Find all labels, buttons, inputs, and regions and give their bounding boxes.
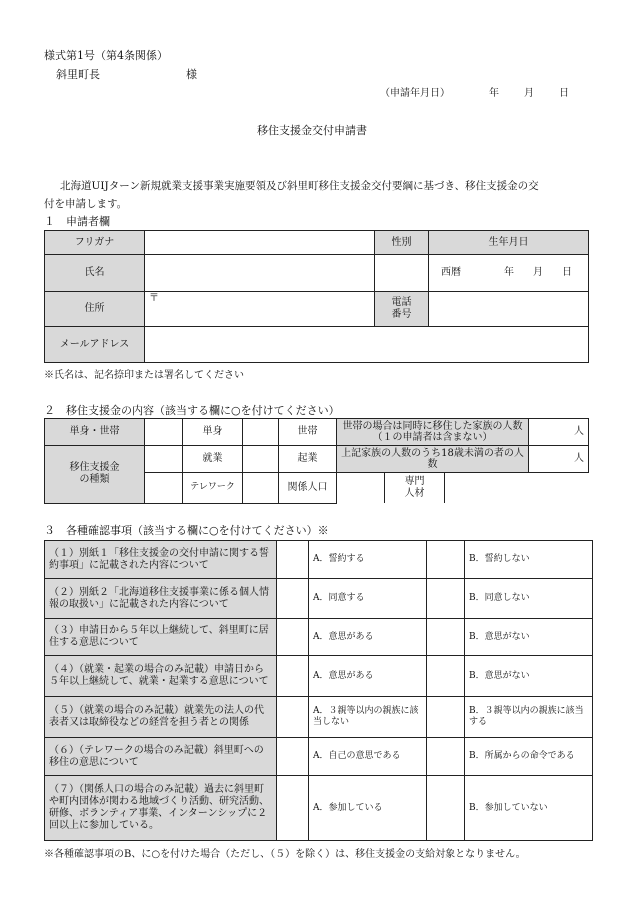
specialist-check[interactable] bbox=[337, 473, 385, 503]
specialist-line1: 専門 bbox=[404, 476, 425, 487]
startup-check[interactable] bbox=[243, 446, 279, 473]
confirm-item-7: （７）（関係人口の場合のみ記載）過去に斜里町や町内団体が関わる地域づくり活動、研究活動、研修、ボランティア事業、インターンシップに２回以上に参加している。 bbox=[45, 776, 277, 841]
confirm-3b-label: B．意思がない bbox=[465, 619, 593, 656]
confirm-1b-label: B．誓約しない bbox=[465, 541, 593, 579]
under18-unit: 人 bbox=[574, 453, 584, 464]
confirm-4a-check[interactable] bbox=[277, 656, 309, 697]
document-title: 移住支援金交付申請書 bbox=[257, 124, 367, 137]
confirm-item-4: （４）（就業・起業の場合のみ記載）申請日から５年以上継続して、就業・起業する意思について bbox=[45, 656, 277, 697]
confirm-4a-label: A．意思がある bbox=[309, 656, 427, 697]
confirm-6b-check[interactable] bbox=[427, 738, 465, 776]
dob-day: 日 bbox=[562, 267, 572, 278]
specialist-cell bbox=[337, 473, 529, 504]
email-field[interactable] bbox=[145, 327, 589, 363]
telework-label: テレワーク bbox=[183, 473, 243, 504]
employment-label: 就業 bbox=[183, 446, 243, 473]
startup-label: 起業 bbox=[279, 446, 337, 473]
name-label: 氏名 bbox=[45, 255, 145, 292]
support-content-table bbox=[44, 418, 589, 504]
family-count-unit: 人 bbox=[574, 426, 584, 437]
address-label: 住所 bbox=[45, 292, 145, 327]
confirm-6a-check[interactable] bbox=[277, 738, 309, 776]
specialist-label bbox=[385, 473, 445, 503]
related-population-check[interactable] bbox=[243, 473, 279, 504]
confirm-5b-check[interactable] bbox=[427, 697, 465, 738]
section1-note: ※氏名は、記名捺印または署名してください bbox=[44, 370, 244, 381]
support-type-label bbox=[45, 446, 145, 504]
phone-label-line1: 電話 bbox=[391, 297, 412, 308]
household-label: 世帯 bbox=[279, 419, 337, 446]
confirm-6a-label: A．自己の意思である bbox=[309, 738, 427, 776]
confirm-2b-label: B．同意しない bbox=[465, 579, 593, 619]
section2-heading: ２ 移住支援金の内容（該当する欄に○を付けてください） bbox=[44, 404, 340, 417]
confirm-item-2: （２）別紙２「北海道移住支援事業に係る個人情報の取扱い」に記載された内容について bbox=[45, 579, 277, 619]
honorific: 様 bbox=[186, 68, 197, 81]
dob-month: 月 bbox=[533, 267, 543, 278]
section3-heading: ３ 各種確認事項（該当する欄に○を付けてください）※ bbox=[44, 524, 329, 537]
confirm-item-5: （５）（就業の場合のみ記載）就業先の法人の代表者又は取締役などの経営を担う者との関係 bbox=[45, 697, 277, 738]
date-month: 月 bbox=[524, 88, 534, 99]
employment-check[interactable] bbox=[145, 446, 183, 473]
confirm-6b-label: B．所属からの命令である bbox=[465, 738, 593, 776]
section3-note: ※各種確認事項のB、に○を付けた場合（ただし、（５）を除く）は、移住支援金の支給対象となりません。 bbox=[44, 849, 526, 860]
form-number: 様式第1号（第4条関係） bbox=[44, 49, 168, 62]
confirm-7a-label: A．参加している bbox=[309, 776, 427, 841]
confirm-4b-label: B．意思がない bbox=[465, 656, 593, 697]
single-check[interactable] bbox=[145, 419, 183, 446]
support-type-line1: 移住支援金 bbox=[69, 462, 120, 474]
email-label: メールアドレス bbox=[45, 327, 145, 363]
family-count-field[interactable] bbox=[529, 419, 589, 446]
dob-era: 西暦 bbox=[441, 267, 461, 278]
confirm-item-6: （６）（テレワークの場合のみ記載）斜里町への移住の意思について bbox=[45, 738, 277, 776]
application-date-label: （申請年月日） bbox=[380, 88, 450, 99]
confirm-4b-check[interactable] bbox=[427, 656, 465, 697]
address-field[interactable] bbox=[145, 292, 375, 327]
under18-field[interactable] bbox=[529, 446, 589, 473]
household-check[interactable] bbox=[243, 419, 279, 446]
confirm-2b-check[interactable] bbox=[427, 579, 465, 619]
confirm-2a-label: A．同意する bbox=[309, 579, 427, 619]
confirm-5b-label: B．３親等以内の親族に該当する bbox=[465, 697, 593, 738]
confirm-5a-check[interactable] bbox=[277, 697, 309, 738]
confirm-3a-label: A．意思がある bbox=[309, 619, 427, 656]
confirm-item-3: （３）申請日から５年以上継続して、斜里町に居住する意思について bbox=[45, 619, 277, 656]
section1-heading: １ 申請者欄 bbox=[44, 215, 110, 228]
confirmation-table bbox=[44, 540, 593, 841]
confirm-item-1: （１）別紙１「移住支援金の交付申請に関する誓約事項」に記載された内容について bbox=[45, 541, 277, 579]
under18-label: 上記家族の人数のうち18歳未満の者の人数 bbox=[337, 446, 529, 473]
support-type-line2: の種類 bbox=[79, 474, 110, 486]
furigana-label: フリガナ bbox=[45, 231, 145, 255]
phone-label bbox=[375, 292, 429, 327]
confirm-3a-check[interactable] bbox=[277, 619, 309, 656]
gender-field[interactable] bbox=[375, 255, 429, 292]
confirm-7a-check[interactable] bbox=[277, 776, 309, 841]
applicant-table bbox=[44, 230, 589, 363]
confirm-7b-label: B．参加していない bbox=[465, 776, 593, 841]
intro-line-1: 北海道UIJターン新規就業支援事業実施要領及び斜里町移住支援金交付要綱に基づき、移住支援金の交 bbox=[60, 180, 539, 192]
postal-mark: 〒 bbox=[149, 293, 159, 304]
addressee: 斜里町長 bbox=[56, 68, 100, 81]
related-population-label: 関係人口 bbox=[279, 473, 337, 504]
date-year: 年 bbox=[489, 88, 499, 99]
phone-field[interactable] bbox=[429, 292, 589, 327]
confirm-2a-check[interactable] bbox=[277, 579, 309, 619]
single-household-label: 単身・世帯 bbox=[45, 419, 145, 446]
single-label: 単身 bbox=[183, 419, 243, 446]
dob-label: 生年月日 bbox=[429, 231, 589, 255]
confirm-1a-label: A．誓約する bbox=[309, 541, 427, 579]
dob-field[interactable] bbox=[429, 255, 589, 292]
confirm-1a-check[interactable] bbox=[277, 541, 309, 579]
confirm-3b-check[interactable] bbox=[427, 619, 465, 656]
family-count-label: 世帯の場合は同時に移住した家族の人数（１の申請者は含まない） bbox=[337, 419, 529, 446]
intro-line-2: 付を申請します。 bbox=[44, 198, 128, 210]
specialist-line2: 人材 bbox=[404, 488, 425, 499]
telework-check[interactable] bbox=[145, 473, 183, 504]
confirm-7b-check[interactable] bbox=[427, 776, 465, 841]
date-day: 日 bbox=[559, 88, 569, 99]
dob-year: 年 bbox=[504, 267, 514, 278]
confirm-1b-check[interactable] bbox=[427, 541, 465, 579]
furigana-field[interactable] bbox=[145, 231, 375, 255]
confirm-5a-label: A．３親等以内の親族に該当しない bbox=[309, 697, 427, 738]
gender-label: 性別 bbox=[375, 231, 429, 255]
phone-label-line2: 番号 bbox=[391, 309, 412, 320]
name-field[interactable] bbox=[145, 255, 375, 292]
